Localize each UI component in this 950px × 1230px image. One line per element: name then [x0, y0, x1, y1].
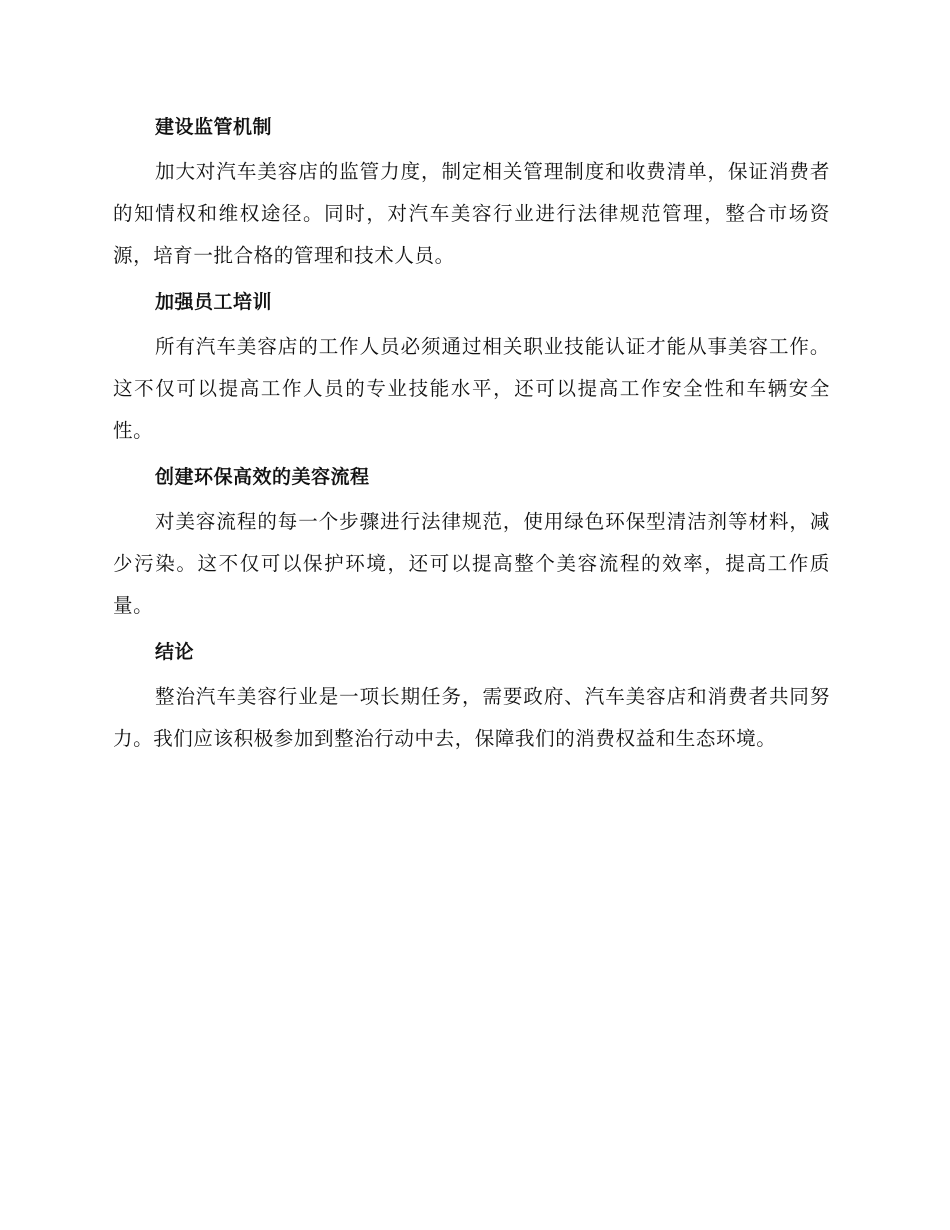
section-paragraph-supervision: 加大对汽车美容店的监管力度，制定相关管理制度和收费清单，保证消费者的知情权和维权途径。同时，对汽车美容行业进行法律规范管理，整合市场资源，培育一批合格的管理和技术人员。: [113, 160, 830, 267]
document-body: [113, 108, 830, 766]
section-heading-eco-process: 创建环保高效的美容流程: [155, 466, 370, 488]
section-paragraph-eco-process: 对美容流程的每一个步骤进行法律规范，使用绿色环保型清洁剂等材料，减少污染。这不仅可以保护环境，还可以提高整个美容流程的效率，提高工作质量。: [113, 510, 830, 617]
section-heading-training: 加强员工培训: [155, 291, 273, 313]
section-paragraph-training: 所有汽车美容店的工作人员必须通过相关职业技能认证才能从事美容工作。这不仅可以提高工作人员的专业技能水平，还可以提高工作安全性和车辆安全性。: [113, 335, 830, 442]
section-paragraph-conclusion: 整治汽车美容行业是一项长期任务，需要政府、汽车美容店和消费者共同努力。我们应该积极参加到整治行动中去，保障我们的消费权益和生态环境。: [113, 685, 830, 750]
section-heading-supervision: 建设监管机制: [155, 116, 273, 138]
section-heading-conclusion: 结论: [155, 641, 195, 663]
